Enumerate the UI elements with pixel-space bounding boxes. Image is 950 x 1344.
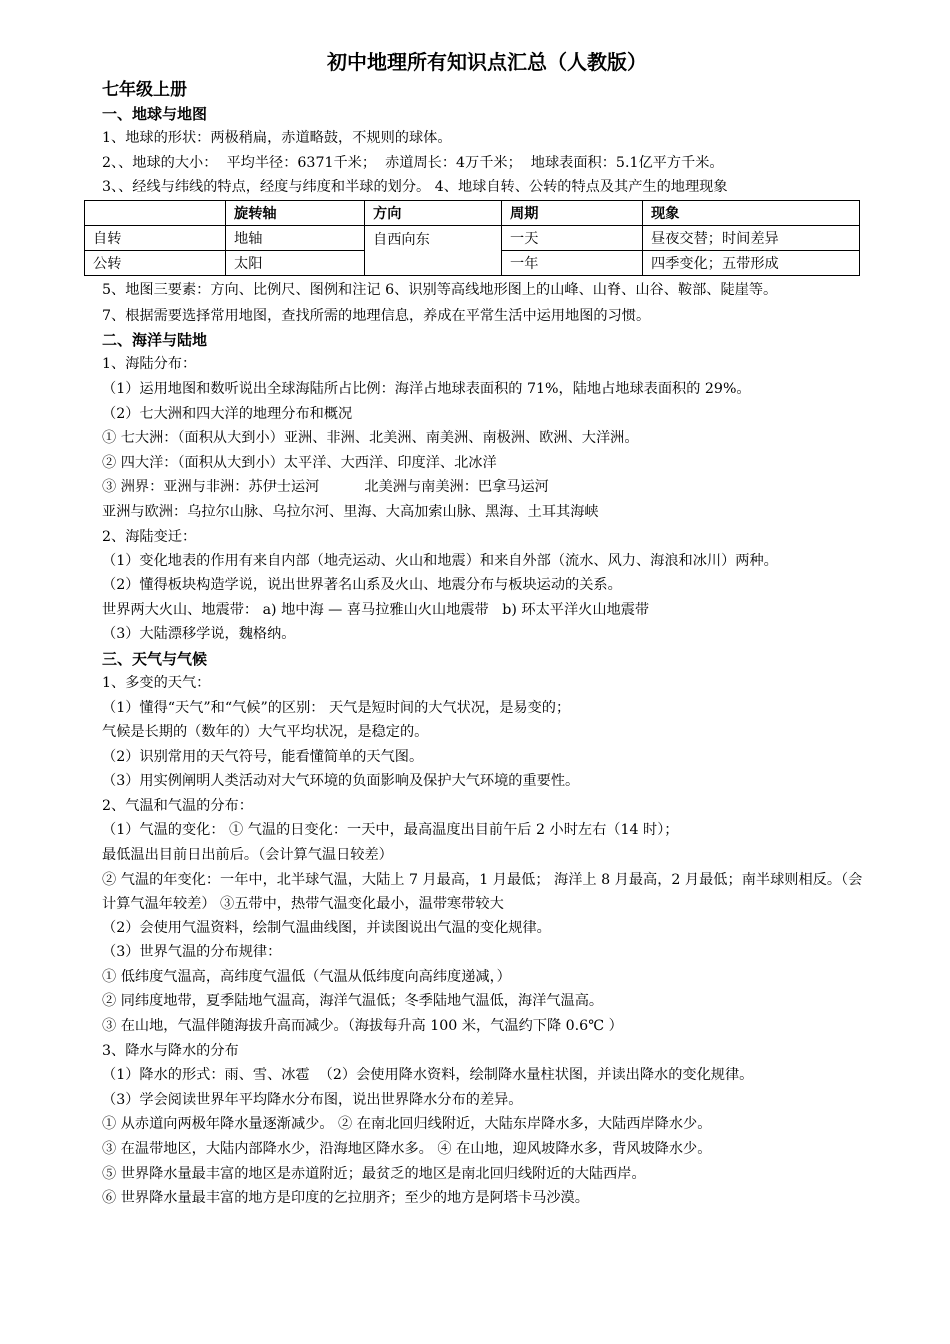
text-line: 亚洲与欧洲：乌拉尔山脉、乌拉尔河、里海、大高加索山脉、黑海、土耳其海峡: [102, 503, 599, 520]
text-line: （3）学会阅读世界年平均降水分布图，说出世界降水分布的差异。: [102, 1091, 523, 1108]
text-line: （3）世界气温的分布规律：: [102, 944, 282, 961]
table-header-cell: [85, 200, 226, 225]
text-line: （1）降水的形式：雨、雪、冰雹 （2）会使用降水资料，绘制降水量柱状图，并读出降水的变化规律。: [102, 1067, 754, 1084]
text-line: 2、气温和气温的分布：: [102, 797, 253, 814]
table-cell: 四季变化；五带形成: [643, 250, 860, 275]
table-header-cell: 方向: [365, 200, 502, 225]
text-line: （3）用实例阐明人类活动对大气环境的负面影响及保护大气环境的重要性。: [102, 773, 580, 790]
text-line: ③ 洲界：亚洲与非洲：苏伊士运河 北美洲与南美洲：巴拿马运河: [102, 479, 549, 496]
text-line: （2）识别常用的天气符号，能看懂简单的天气图。: [102, 748, 424, 765]
text-line: 世界两大火山、地震带： a) 地中海 — 喜马拉雅山火山地震带 b) 环太平洋火山地震带: [102, 601, 650, 618]
text-line: 1、海陆分布：: [102, 356, 197, 373]
text-line: ② 四大洋：（面积从大到小）太平洋、大西洋、印度洋、北冰洋: [102, 454, 497, 471]
table-cell: 地轴: [226, 225, 365, 250]
text-paragraph: （1）变化地表的作用有来自内部（地壳运动、火山和地震）和来自外部（流水、风力、海浪和冰川）两种。: [102, 553, 778, 570]
text-line: ⑤ 世界降水量最丰富的地区是赤道附近；最贫乏的地区是南北回归线附近的大陆西岸。: [102, 1165, 646, 1182]
text-line: （1）运用地图和数听说出全球海陆所占比例：海洋占地球表面积的 71%，陆地占地球表面积的 29%。: [102, 380, 751, 397]
table-header-row: [85, 200, 860, 225]
table-cell: 昼夜交替；时间差异: [643, 225, 860, 250]
text-line: ① 从赤道向两极年降水量逐渐减少。 ② 在南北回归线附近，大陆东岸降水多，大陆西岸降水少。: [102, 1116, 712, 1133]
text-line: 1、地球的形状：两极稍扁，赤道略鼓，不规则的球体。: [102, 130, 452, 146]
text-line: 气候是长期的（数年的）大气平均状况，是稳定的。: [102, 724, 429, 741]
text-line: （2）七大洲和四大洋的地理分布和概况: [102, 405, 353, 422]
text-paragraph: ② 气温的年变化：一年中，北半球气温，大陆上 7 月最高，1 月最低； 海洋上 8 月最高，2 月最低；南半球则相反。（会计算气温年较差） ③五带中，热带气温变化最小，温带寒带较大: [102, 871, 863, 912]
text-line: ⑥ 世界降水量最丰富的地方是印度的乞拉朋齐；至少的地方是阿塔卡马沙漠。: [102, 1190, 589, 1207]
document-title: 初中地理所有知识点汇总（人教版）: [327, 50, 647, 74]
table-header-cell: 周期: [502, 200, 643, 225]
text-line: （1）懂得“天气”和“气候”的区别： 天气是短时间的大气状况，是易变的；: [102, 699, 571, 716]
text-line: （2）会使用气温资料，绘制气温曲线图，并读图说出气温的变化规律。: [102, 919, 551, 936]
text-line: 3、降水与降水的分布: [102, 1042, 239, 1059]
section-heading-earth-and-maps: 一、地球与地图: [102, 105, 208, 123]
table-cell: 一天: [502, 225, 643, 250]
text-line: 1、多变的天气：: [102, 674, 211, 691]
table-header-cell: 旋转轴: [226, 200, 365, 225]
rotation-revolution-table: [84, 200, 860, 276]
section-heading-oceans-and-land: 二、海洋与陆地: [102, 331, 208, 350]
text-line: （3）大陆漂移学说，魏格纳。: [102, 626, 296, 643]
table-cell: 自西向东: [365, 225, 502, 275]
table-cell: 公转: [85, 250, 226, 275]
text-line: （2）懂得板块构造学说，说出世界著名山系及火山、地震分布与板块运动的关系。: [102, 577, 622, 594]
text-line: ② 同纬度地带，夏季陆地气温高，海洋气温低；冬季陆地气温低，海洋气温高。: [102, 993, 604, 1010]
text-line: （1）气温的变化： ① 气温的日变化：一天中，最高温度出目前午后 2 小时左右（14 时）；: [102, 822, 679, 839]
text-paragraph: 5、地图三要素：方向、比例尺、图例和注记 6、识别等高线地形图上的山峰、山脊、山谷、鞍部、陡崖等。: [102, 281, 778, 298]
text-line: ① 七大洲：（面积从大到小）亚洲、非洲、北美洲、南美洲、南极洲、欧洲、大洋洲。: [102, 430, 639, 447]
table-cell: 一年: [502, 250, 643, 275]
table-header-cell: 现象: [643, 200, 860, 225]
grade-heading: 七年级上册: [102, 80, 187, 100]
text-line: ③ 在山地，气温伴随海拔升高而减少。（海拔每升高 100 米，气温约下降 0.6℃ ）: [102, 1018, 623, 1035]
text-line: 2、海陆变迁：: [102, 528, 197, 545]
table-row: [85, 225, 860, 250]
text-line: 3、、经线与纬线的特点，经度与纬度和半球的划分。 4、地球自转、公转的特点及其产生的地理现象: [102, 179, 728, 196]
table-cell: 自转: [85, 225, 226, 250]
document-page: [93, 46, 872, 1211]
section-heading-weather-and-climate: 三、天气与气候: [102, 649, 208, 668]
text-line: ① 低纬度气温高，高纬度气温低（气温从低纬度向高纬度递减，）: [102, 968, 511, 985]
text-line: 7、根据需要选择常用地图，查找所需的地理信息，养成在平常生活中运用地图的习惯。: [102, 307, 651, 324]
table-cell: 太阳: [226, 250, 365, 275]
text-line: 最低温出目前日出前后。（会计算气温日较差）: [102, 847, 393, 864]
text-line: 2、、地球的大小： 平均半径：6371千米； 赤道周长：4万千米； 地球表面积：5.1亿平方千米。: [102, 154, 724, 171]
text-line: ③ 在温带地区，大陆内部降水少，沿海地区降水多。 ④ 在山地，迎风坡降水多，背风坡降水少。: [102, 1141, 712, 1157]
